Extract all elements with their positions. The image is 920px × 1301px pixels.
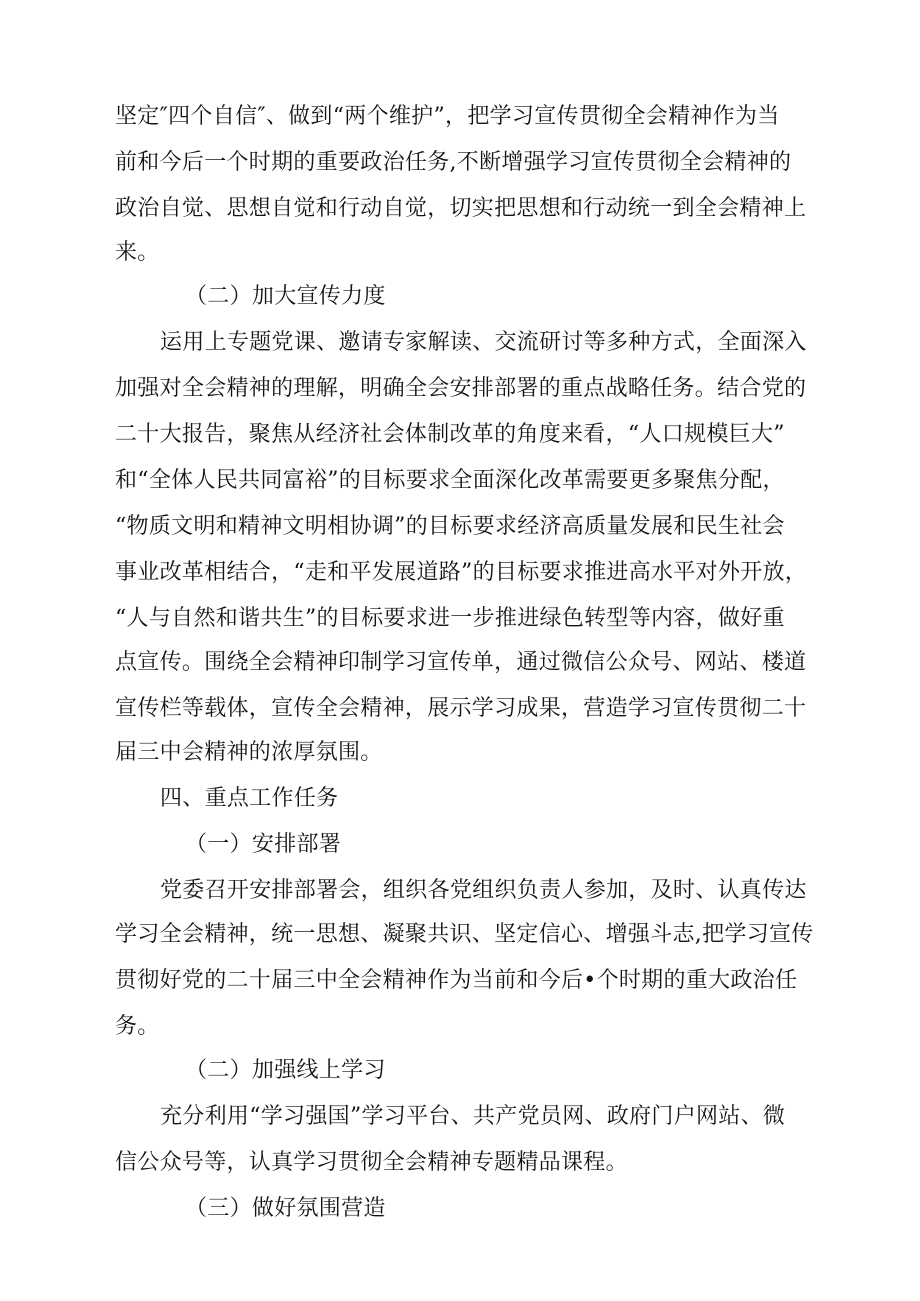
paragraph-line: 宣传栏等载体，宣传全会精神，展示学习成果，营造学习宣传贯彻二十	[115, 696, 807, 721]
section-heading: （二）加大宣传力度	[185, 284, 386, 309]
subsection-heading: （一）安排部署	[185, 832, 342, 857]
paragraph-line: 充分利用“学习强国”学习平台、共产党员网、政府门户网站、微	[160, 1104, 786, 1129]
paragraph-line: 前和今后一个时期的重要政治任务,不断增强学习宣传贯彻全会精神的	[115, 150, 792, 175]
paragraph-line: 和“全体人民共同富裕”的目标要求全面深化改革需要更多聚焦分配，	[115, 468, 785, 493]
paragraph-line: 务。	[115, 1014, 160, 1039]
paragraph-line: 二十大报告，聚焦从经济社会体制改革的角度来看，“人口规模巨大”	[115, 422, 785, 447]
paragraph-line: 贯彻好党的二十届三中全会精神作为当前和今后•个时期的重大政治任	[115, 968, 798, 993]
paragraph-line: 坚定″四个自信″、做到“两个维护”，把学习宣传贯彻全会精神作为当	[115, 104, 780, 129]
paragraph-line: 信公众号等，认真学习贯彻全会精神专题精品课程。	[115, 1150, 628, 1175]
paragraph-line: “人与自然和谐共生”的目标要求进一步推进绿色转型等内容，做好重	[115, 606, 785, 631]
paragraph-line: 点宣传。围绕全会精神印制学习宣传单，通过微信公众号、网站、楼道	[115, 650, 807, 675]
paragraph-line: 事业改革相结合，“走和平发展道路”的目标要求推进高水平对外开放，	[115, 560, 808, 585]
paragraph-line: 届三中会精神的浓厚氛围。	[115, 740, 383, 765]
paragraph-line: 加强对全会精神的理解，明确全会安排部署的重点战略任务。结合党的	[115, 376, 807, 401]
paragraph-line: 运用上专题党课、邀请专家解读、交流研讨等多种方式，全面深入	[160, 330, 807, 355]
paragraph-line: 来。	[115, 240, 160, 265]
paragraph-line: 党委召开安排部署会，组织各党组织负责人参加，及时、认真传达	[160, 878, 807, 903]
section-heading: 四、重点工作任务	[160, 786, 339, 811]
subsection-heading: （三）做好氛围营造	[185, 1196, 386, 1221]
paragraph-line: 学习全会精神，统一思想、凝聚共识、坚定信心、增强斗志,把学习宣传	[115, 922, 814, 947]
subsection-heading: （二）加强线上学习	[185, 1058, 386, 1083]
paragraph-line: 政治自觉、思想自觉和行动自觉，切实把思想和行动统一到全会精神上	[115, 196, 807, 221]
paragraph-line: “物质文明和精神文明相协调”的目标要求经济高质量发展和民生社会	[115, 514, 785, 539]
